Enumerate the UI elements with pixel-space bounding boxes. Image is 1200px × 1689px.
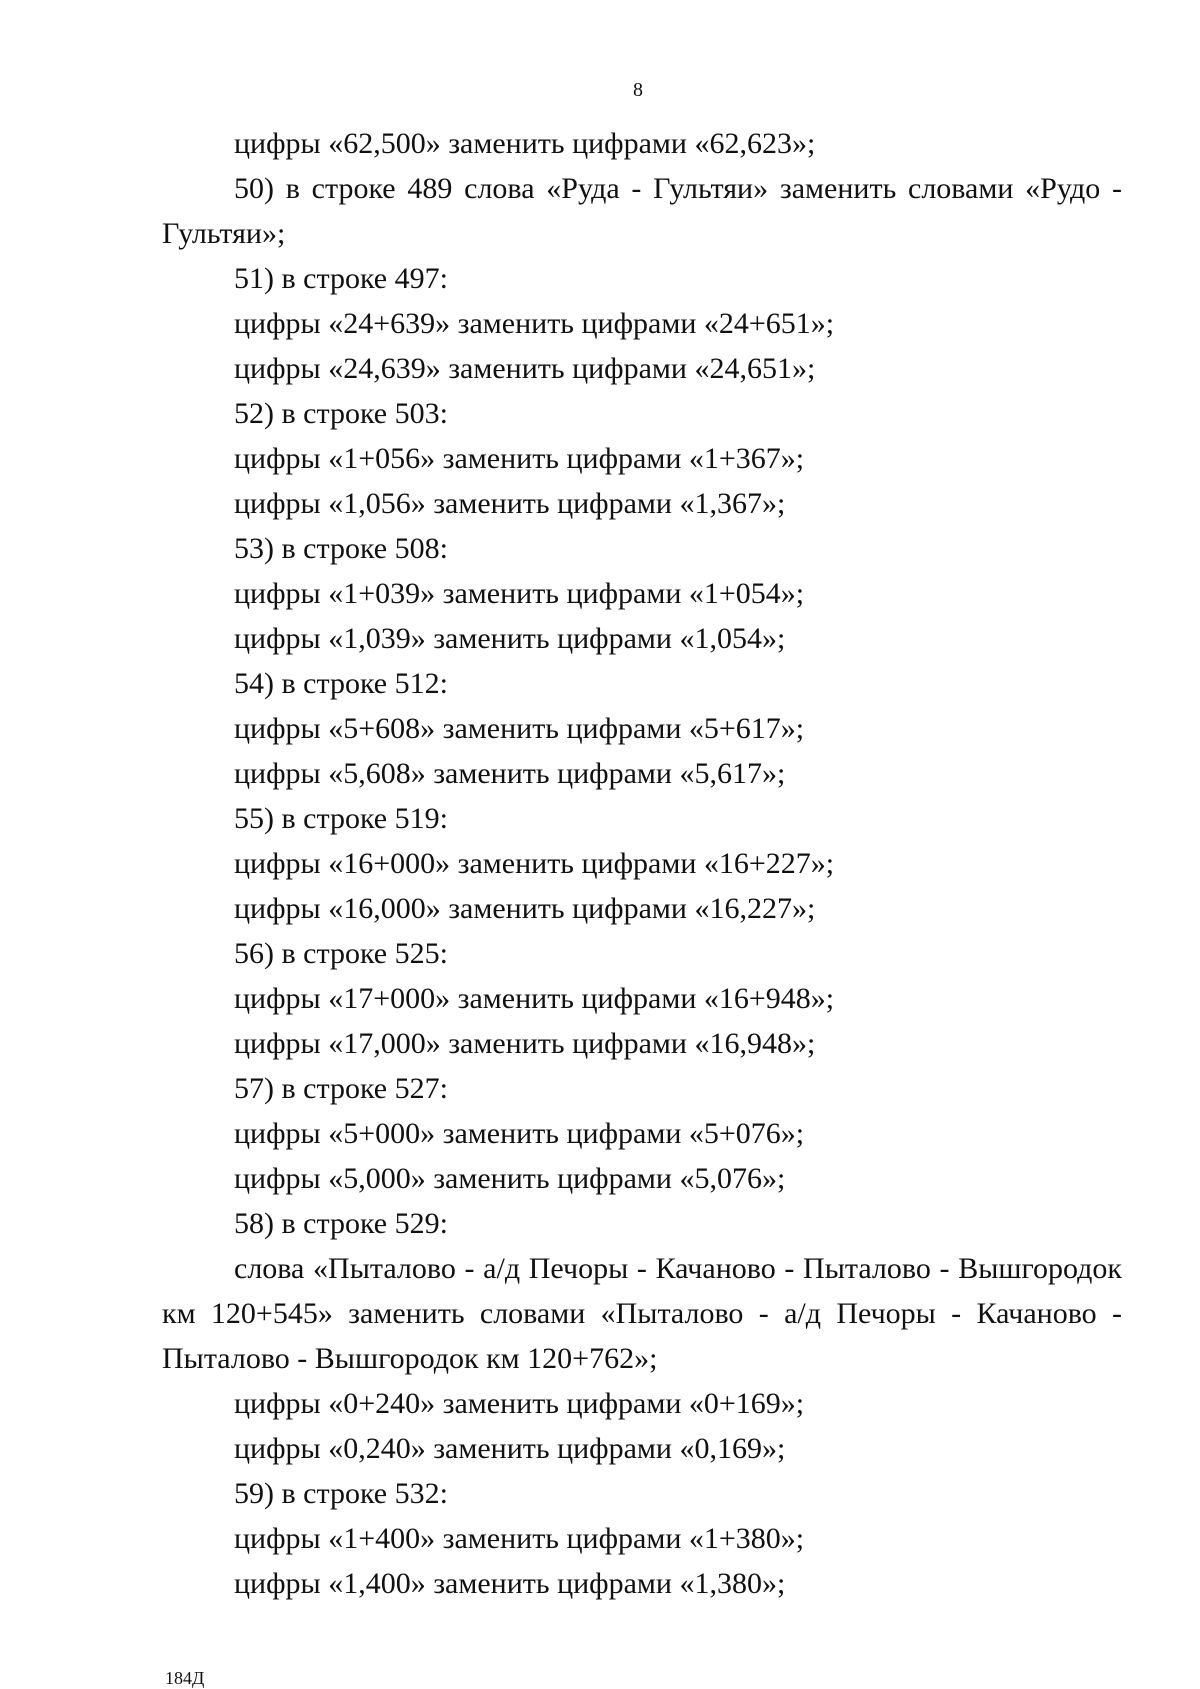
paragraph-line: цифры «24,639» заменить цифрами «24,651»;: [234, 352, 816, 385]
paragraph-line: цифры «16+000» заменить цифрами «16+227»;: [234, 847, 835, 880]
paragraph-line: цифры «5,608» заменить цифрами «5,617»;: [234, 757, 786, 790]
paragraph-line: 53) в строке 508:: [234, 532, 448, 565]
paragraph-wrapped: [162, 166, 1122, 256]
paragraph-line: цифры «5+000» заменить цифрами «5+076»;: [234, 1117, 805, 1150]
paragraph-line: 51) в строке 497:: [234, 262, 448, 295]
paragraph-line: цифры «1,039» заменить цифрами «1,054»;: [234, 622, 786, 655]
page-number: 8: [633, 79, 643, 101]
paragraph-text: 50) в строке 489 слова «Руда - Гультяи» заменить словами «Рудо - Гультяи»;: [162, 172, 1122, 250]
paragraph-line: 56) в строке 525:: [234, 937, 448, 970]
paragraph-line: цифры «1,056» заменить цифрами «1,367»;: [234, 487, 786, 520]
paragraph-line: цифры «5,000» заменить цифрами «5,076»;: [234, 1162, 786, 1195]
paragraph-line: цифры «1+056» заменить цифрами «1+367»;: [234, 442, 805, 475]
paragraph-line: цифры «16,000» заменить цифрами «16,227»;: [234, 892, 816, 925]
paragraph-line: цифры «62,500» заменить цифрами «62,623»;: [234, 127, 816, 160]
paragraph-line: цифры «1+039» заменить цифрами «1+054»;: [234, 577, 805, 610]
paragraph-line: 52) в строке 503:: [234, 397, 448, 430]
paragraph-line: цифры «17,000» заменить цифрами «16,948»;: [234, 1027, 816, 1060]
paragraph-line: цифры «0,240» заменить цифрами «0,169»;: [234, 1432, 786, 1465]
paragraph-line: 54) в строке 512:: [234, 667, 448, 700]
paragraph-line: цифры «5+608» заменить цифрами «5+617»;: [234, 712, 805, 745]
paragraph-line: цифры «24+639» заменить цифрами «24+651»;: [234, 307, 835, 340]
paragraph-line: цифры «1,400» заменить цифрами «1,380»;: [234, 1567, 786, 1600]
paragraph-line: 57) в строке 527:: [234, 1072, 448, 1105]
document-code: 184Д: [165, 1668, 205, 1688]
paragraph-line: цифры «17+000» заменить цифрами «16+948»;: [234, 982, 835, 1015]
paragraph-line: 55) в строке 519:: [234, 802, 448, 835]
paragraph-line: 59) в строке 532:: [234, 1477, 448, 1510]
paragraph-wrapped: [162, 1246, 1122, 1381]
paragraph-text: слова «Пыталово - а/д Печоры - Качаново - Пыталово - Вышгородок км 120+545» заменить словами «Пыталово - а/д Печоры - Качаново - Пыталово - Вышгородок км 120+762»;: [162, 1252, 1122, 1375]
paragraph-line: цифры «1+400» заменить цифрами «1+380»;: [234, 1522, 805, 1555]
paragraph-line: 58) в строке 529:: [234, 1207, 448, 1240]
paragraph-line: цифры «0+240» заменить цифрами «0+169»;: [234, 1387, 805, 1420]
document-body: [162, 121, 1122, 1606]
